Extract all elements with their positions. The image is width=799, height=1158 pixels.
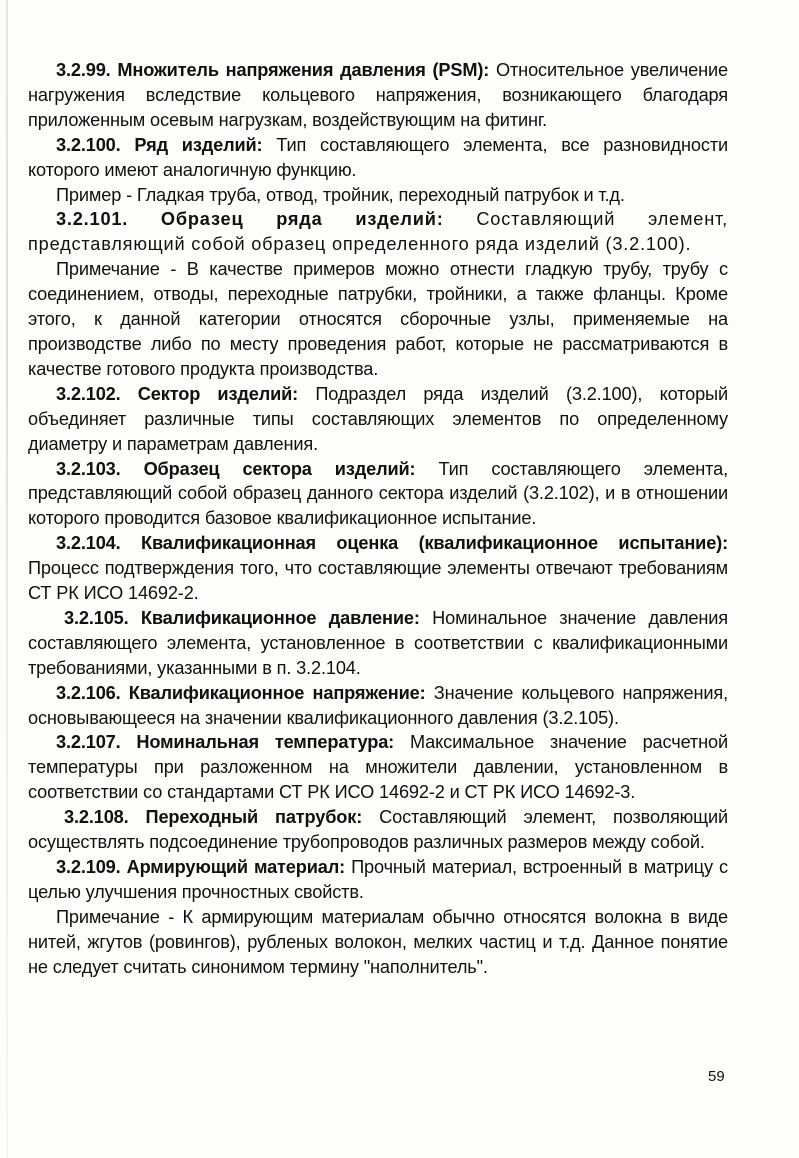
definition-term: 3.2.107. Номинальная температура: bbox=[56, 732, 395, 753]
definition-3-2-108 bbox=[28, 805, 728, 855]
definition-text: Максимальное значение расчетной температуры при разложенном на множители давлении, установленном в соответствии со стандартами СТ РК ИСО 14692-2 и СТ РК ИСО 14692-3. bbox=[28, 732, 728, 803]
definition-term: 3.2.105. Квалификационное давление: bbox=[64, 607, 420, 628]
example-note bbox=[28, 183, 728, 208]
definition-text: Составляющий элемент, позволяющий осуществлять подсоединение трубопроводов различных размеров между собой. bbox=[28, 807, 728, 853]
definition-3-2-109 bbox=[28, 855, 728, 905]
note-text: Примечание - К армирующим материалам обычно относятся волокна в виде нитей, жгутов (ровингов), рубленых волокон, мелких частиц и т.д. Данное понятие не следует считать синонимом термину "наполнитель". bbox=[28, 906, 728, 977]
note-product-range bbox=[28, 257, 728, 382]
definition-3-2-104 bbox=[28, 531, 728, 606]
definition-3-2-99 bbox=[28, 58, 728, 133]
definition-term: 3.2.108. Переходный патрубок: bbox=[64, 807, 363, 828]
definition-term: 3.2.109. Армирующий материал: bbox=[56, 857, 346, 877]
definition-term: 3.2.99. Множитель напряжения давления (PSM): bbox=[56, 60, 490, 80]
definition-text: Процесс подтверждения того, что составляющие элементы отвечают требованиям СТ РК ИСО 14692-2. bbox=[28, 558, 728, 604]
page-edge-shadow bbox=[6, 0, 8, 1158]
definition-term: 3.2.101. Образец ряда изделий: bbox=[56, 209, 444, 230]
definition-text: Прочный материал, встроенный в матрицу с целью улучшения прочностных свойств. bbox=[28, 857, 728, 902]
definition-3-2-107 bbox=[28, 730, 728, 805]
definition-3-2-106 bbox=[28, 681, 728, 731]
definition-3-2-103 bbox=[28, 457, 728, 532]
definition-text: Тип составляющего элемента, все разновидности которого имеют аналогичную функцию. bbox=[28, 134, 729, 180]
definition-term: 3.2.103. Образец сектора изделий: bbox=[56, 458, 416, 479]
definition-text: Значение кольцевого напряжения, основывающееся на значении квалификационного давления (3.2.105). bbox=[28, 682, 728, 728]
definition-term: 3.2.100. Ряд изделий: bbox=[56, 134, 263, 155]
definition-3-2-105 bbox=[28, 606, 728, 681]
definition-3-2-102 bbox=[28, 382, 728, 457]
note-reinforcement bbox=[28, 905, 728, 980]
definition-text: Тип составляющего элемента, представляющий собой образец данного сектора изделий (3.2.102), и в отношении которого проводится базовое квалификационное испытание. bbox=[28, 458, 728, 529]
definition-text: Номинальное значение давления составляющего элемента, установленное в соответствии с квалификационными требованиями, указанными в п. 3.2.104. bbox=[28, 607, 729, 678]
definition-text: Подраздел ряда изделий (3.2.100), который объединяет различные типы составляющих элементов по определенному диаметру и параметрам давления. bbox=[28, 383, 728, 454]
page-body bbox=[28, 58, 728, 980]
page-number: 59 bbox=[708, 1068, 725, 1085]
definition-3-2-101 bbox=[28, 207, 728, 257]
definition-term: 3.2.102. Сектор изделий: bbox=[56, 383, 299, 404]
definition-text: Составляющий элемент, представляющий собой образец определенного ряда изделий (3.2.100). bbox=[28, 209, 728, 255]
definition-text: Относительное увеличение нагружения вследствие кольцевого напряжения, возникающего благодаря приложенным осевым нагрузкам, воздействующим на фитинг. bbox=[28, 60, 728, 130]
example-text: Пример - Гладкая труба, отвод, тройник, переходный патрубок и т.д. bbox=[56, 184, 625, 205]
definition-term: 3.2.104. Квалификационная оценка (квалификационное испытание): bbox=[56, 533, 728, 554]
definition-3-2-100 bbox=[28, 133, 728, 183]
definition-term: 3.2.106. Квалификационное напряжение: bbox=[56, 682, 426, 703]
note-text: Примечание - В качестве примеров можно отнести гладкую трубу, трубу с соединением, отводы, переходные патрубки, тройники, а также фланцы. Кроме этого, к данной категории относятся сборочные узлы, применяемые на производстве либо по месту проведения работ, которые не рассматриваются в качестве готового продукта производства. bbox=[28, 259, 728, 379]
